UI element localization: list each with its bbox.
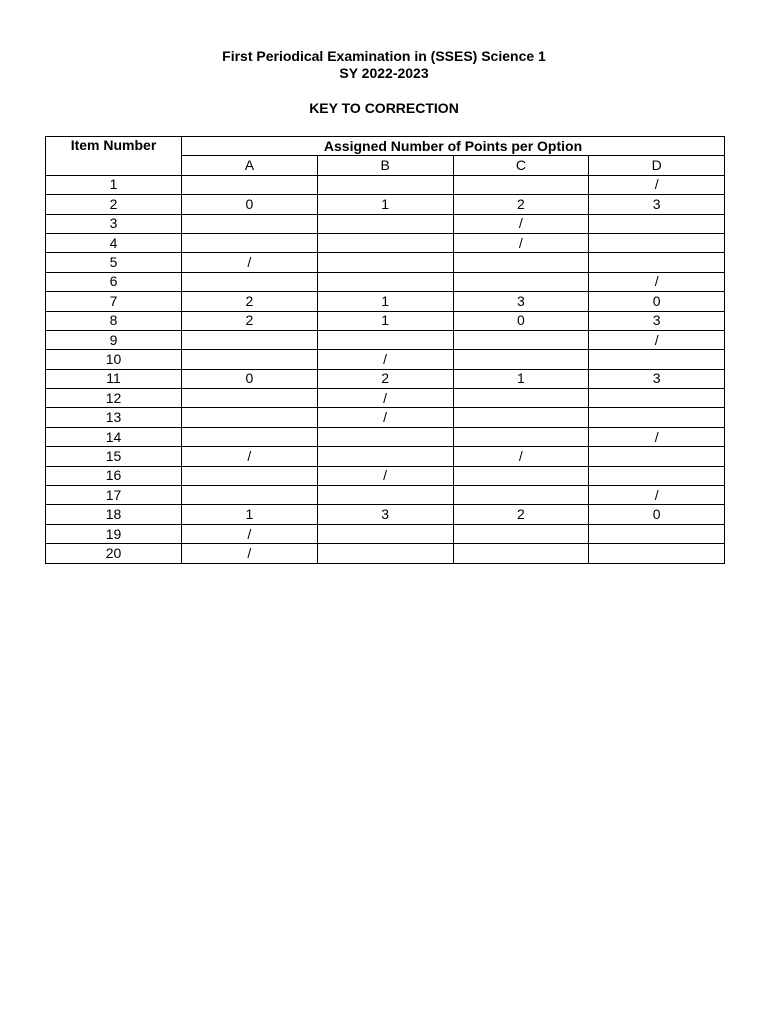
option-d-cell — [589, 466, 725, 485]
option-d-cell: / — [589, 272, 725, 291]
option-d-cell — [589, 389, 725, 408]
option-d-cell: 0 — [589, 292, 725, 311]
option-c-cell — [453, 486, 589, 505]
option-b-cell — [317, 233, 453, 252]
option-c-cell — [453, 330, 589, 349]
option-a-cell: / — [182, 447, 318, 466]
option-c-cell — [453, 272, 589, 291]
table-row — [46, 214, 725, 233]
item-number-cell: 20 — [46, 544, 182, 563]
table-row — [46, 330, 725, 349]
item-number-cell: 10 — [46, 350, 182, 369]
item-number-cell: 14 — [46, 427, 182, 446]
option-b-cell — [317, 272, 453, 291]
option-a-cell — [182, 272, 318, 291]
option-a-cell: 1 — [182, 505, 318, 524]
item-number-cell: 3 — [46, 214, 182, 233]
option-a-cell — [182, 486, 318, 505]
option-c-cell — [453, 389, 589, 408]
option-d-cell — [589, 408, 725, 427]
option-a-cell — [182, 350, 318, 369]
option-c-cell: 2 — [453, 505, 589, 524]
table-row — [46, 505, 725, 524]
table-row — [46, 233, 725, 252]
item-number-cell: 19 — [46, 524, 182, 543]
option-d-cell: / — [589, 427, 725, 446]
option-c-cell — [453, 544, 589, 563]
table-row — [46, 524, 725, 543]
option-d-cell — [589, 233, 725, 252]
option-d-cell: / — [589, 330, 725, 349]
option-d-cell: 3 — [589, 195, 725, 214]
option-a-cell — [182, 233, 318, 252]
item-number-cell: 1 — [46, 175, 182, 194]
table-row — [46, 272, 725, 291]
option-a-cell: / — [182, 253, 318, 272]
option-d-cell: / — [589, 175, 725, 194]
points-per-option-header: Assigned Number of Points per Option — [182, 137, 725, 156]
option-c-cell — [453, 466, 589, 485]
table-row — [46, 369, 725, 388]
item-number-cell: 7 — [46, 292, 182, 311]
option-c-cell: 1 — [453, 369, 589, 388]
option-a-cell: 2 — [182, 292, 318, 311]
item-number-cell: 15 — [46, 447, 182, 466]
option-b-cell — [317, 544, 453, 563]
option-a-cell: / — [182, 544, 318, 563]
option-c-cell: 3 — [453, 292, 589, 311]
table-header-row — [46, 137, 725, 156]
table-row — [46, 427, 725, 446]
option-c-cell: / — [453, 447, 589, 466]
table-row — [46, 195, 725, 214]
item-number-cell: 6 — [46, 272, 182, 291]
option-b-cell: / — [317, 466, 453, 485]
option-d-cell: 3 — [589, 369, 725, 388]
option-b-cell: 1 — [317, 311, 453, 330]
option-b-cell — [317, 427, 453, 446]
option-b-cell — [317, 524, 453, 543]
table-row — [46, 350, 725, 369]
option-d-cell — [589, 253, 725, 272]
item-number-cell: 12 — [46, 389, 182, 408]
option-d-cell — [589, 524, 725, 543]
option-b-cell: 1 — [317, 292, 453, 311]
option-c-cell — [453, 524, 589, 543]
option-b-cell: / — [317, 408, 453, 427]
item-number-cell: 4 — [46, 233, 182, 252]
answer-key-table — [45, 136, 725, 564]
item-number-cell: 11 — [46, 369, 182, 388]
item-number-cell: 16 — [46, 466, 182, 485]
table-row — [46, 447, 725, 466]
item-number-cell: 2 — [46, 195, 182, 214]
option-c-header: C — [453, 156, 589, 175]
table-row — [46, 292, 725, 311]
option-b-cell — [317, 330, 453, 349]
option-d-header: D — [589, 156, 725, 175]
option-b-cell: 1 — [317, 195, 453, 214]
table-row — [46, 389, 725, 408]
option-b-cell: 2 — [317, 369, 453, 388]
table-row — [46, 311, 725, 330]
option-b-cell: / — [317, 389, 453, 408]
option-a-cell: 0 — [182, 195, 318, 214]
option-d-cell — [589, 447, 725, 466]
table-row — [46, 466, 725, 485]
option-c-cell: 0 — [453, 311, 589, 330]
item-number-cell: 5 — [46, 253, 182, 272]
school-year: SY 2022-2023 — [339, 65, 429, 81]
option-b-cell — [317, 486, 453, 505]
table-row — [46, 544, 725, 563]
option-b-cell — [317, 447, 453, 466]
item-number-header: Item Number — [46, 137, 182, 176]
option-b-cell — [317, 253, 453, 272]
item-number-cell: 17 — [46, 486, 182, 505]
option-c-cell — [453, 408, 589, 427]
option-c-cell — [453, 175, 589, 194]
option-a-cell — [182, 214, 318, 233]
option-c-cell — [453, 350, 589, 369]
option-d-cell — [589, 544, 725, 563]
option-b-cell: 3 — [317, 505, 453, 524]
item-number-cell: 8 — [46, 311, 182, 330]
document-title: First Periodical Examination in (SSES) Science 1 — [222, 48, 546, 64]
option-a-cell: / — [182, 524, 318, 543]
table-row — [46, 253, 725, 272]
option-a-cell — [182, 330, 318, 349]
item-number-cell: 18 — [46, 505, 182, 524]
item-number-cell: 13 — [46, 408, 182, 427]
option-a-cell — [182, 408, 318, 427]
option-a-cell — [182, 427, 318, 446]
item-number-cell: 9 — [46, 330, 182, 349]
table-row — [46, 175, 725, 194]
option-a-cell — [182, 389, 318, 408]
option-c-cell: 2 — [453, 195, 589, 214]
option-b-cell — [317, 214, 453, 233]
option-a-cell: 2 — [182, 311, 318, 330]
option-c-cell — [453, 427, 589, 446]
option-b-cell: / — [317, 350, 453, 369]
option-a-cell — [182, 466, 318, 485]
option-a-cell — [182, 175, 318, 194]
option-d-cell: 3 — [589, 311, 725, 330]
option-d-cell — [589, 214, 725, 233]
option-a-header: A — [182, 156, 318, 175]
section-title: KEY TO CORRECTION — [309, 100, 459, 116]
option-b-cell — [317, 175, 453, 194]
option-c-cell: / — [453, 233, 589, 252]
option-c-cell: / — [453, 214, 589, 233]
table-row — [46, 408, 725, 427]
table-row — [46, 486, 725, 505]
option-c-cell — [453, 253, 589, 272]
option-d-cell: / — [589, 486, 725, 505]
option-d-cell: 0 — [589, 505, 725, 524]
option-d-cell — [589, 350, 725, 369]
option-a-cell: 0 — [182, 369, 318, 388]
answer-key-body — [46, 175, 725, 563]
option-b-header: B — [317, 156, 453, 175]
